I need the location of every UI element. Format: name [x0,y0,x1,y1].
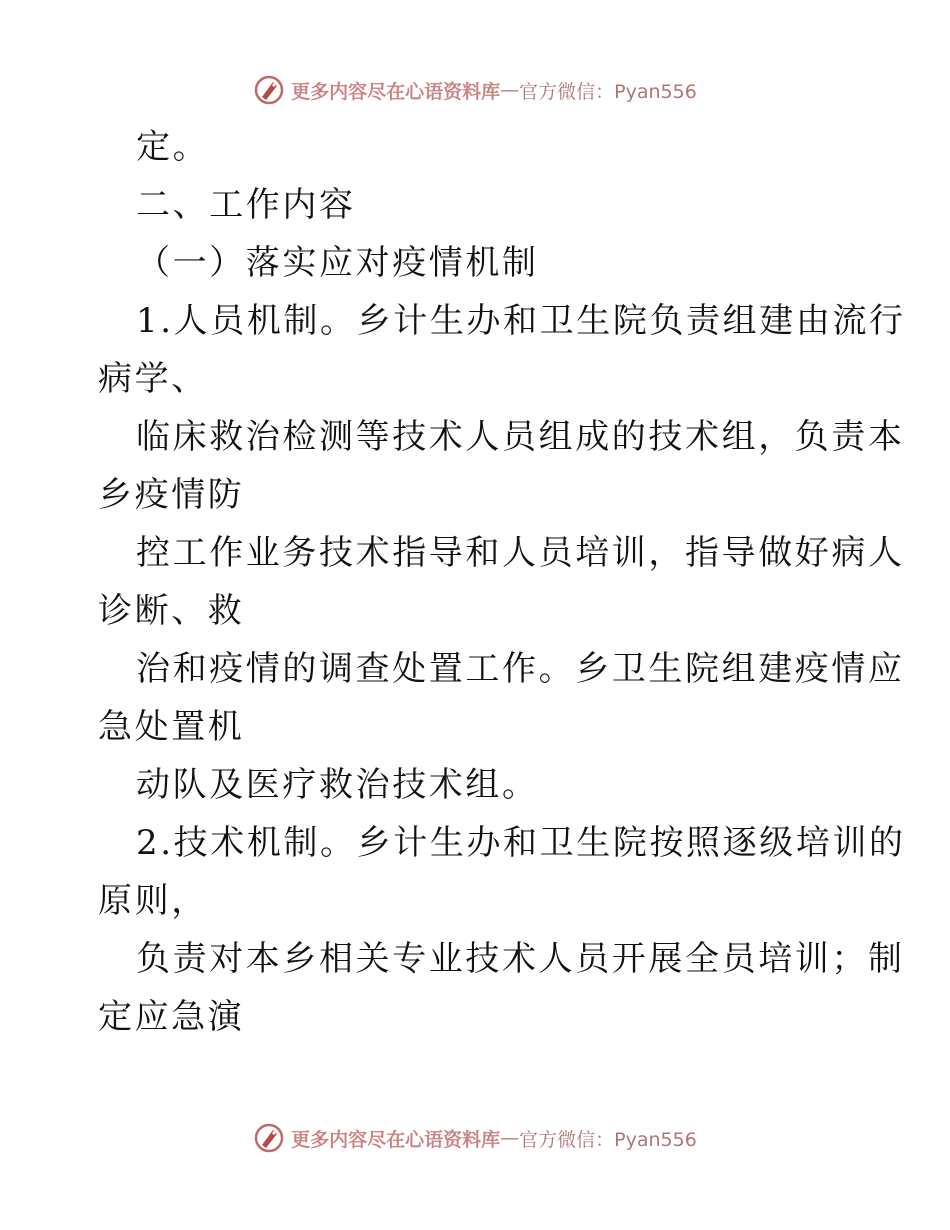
text-line: 定。 [136,127,210,167]
text-line: 诊断、救 [98,591,245,631]
text-line: 急处置机 [98,707,245,747]
text-line: 2.技术机制。乡计生办和卫生院按照逐级培训的 [136,823,906,863]
pen-nib-logo-icon [253,74,285,106]
pen-nib-logo-icon [253,1122,285,1154]
text-line: 治和疫情的调查处置工作。乡卫生院组建疫情应 [136,649,905,689]
text-line: 1.人员机制。乡计生办和卫生院负责组建由流行 [136,301,906,341]
text-line: 定应急演 [98,997,245,1037]
text-line: 病学、 [98,359,208,399]
text-line: 控工作业务技术指导和人员培训，指导做好病人 [136,533,905,573]
watermark-brand: 更多内容尽在心语资料库 [291,80,501,103]
text-line: 二、工作内容 [136,185,356,225]
text-line: 乡疫情防 [98,475,245,515]
document-body [98,118,906,1046]
text-line: 负责对本乡相关专业技术人员开展全员培训；制 [136,939,905,979]
footer-watermark [0,1118,950,1158]
text-line: （一）落实应对疫情机制 [136,243,539,283]
watermark-brand: 更多内容尽在心语资料库 [291,1128,501,1151]
watermark-separator: — [500,1127,520,1149]
text-line: 原则， [98,881,208,921]
watermark-separator: — [500,79,520,101]
text-line: 动队及医疗救治技术组。 [136,765,539,805]
text-line: 临床救治检测等技术人员组成的技术组，负责本 [136,417,905,457]
header-watermark [0,70,950,110]
watermark-contact: 官方微信：Pyan556 [519,1128,697,1151]
watermark-contact: 官方微信：Pyan556 [519,80,697,103]
